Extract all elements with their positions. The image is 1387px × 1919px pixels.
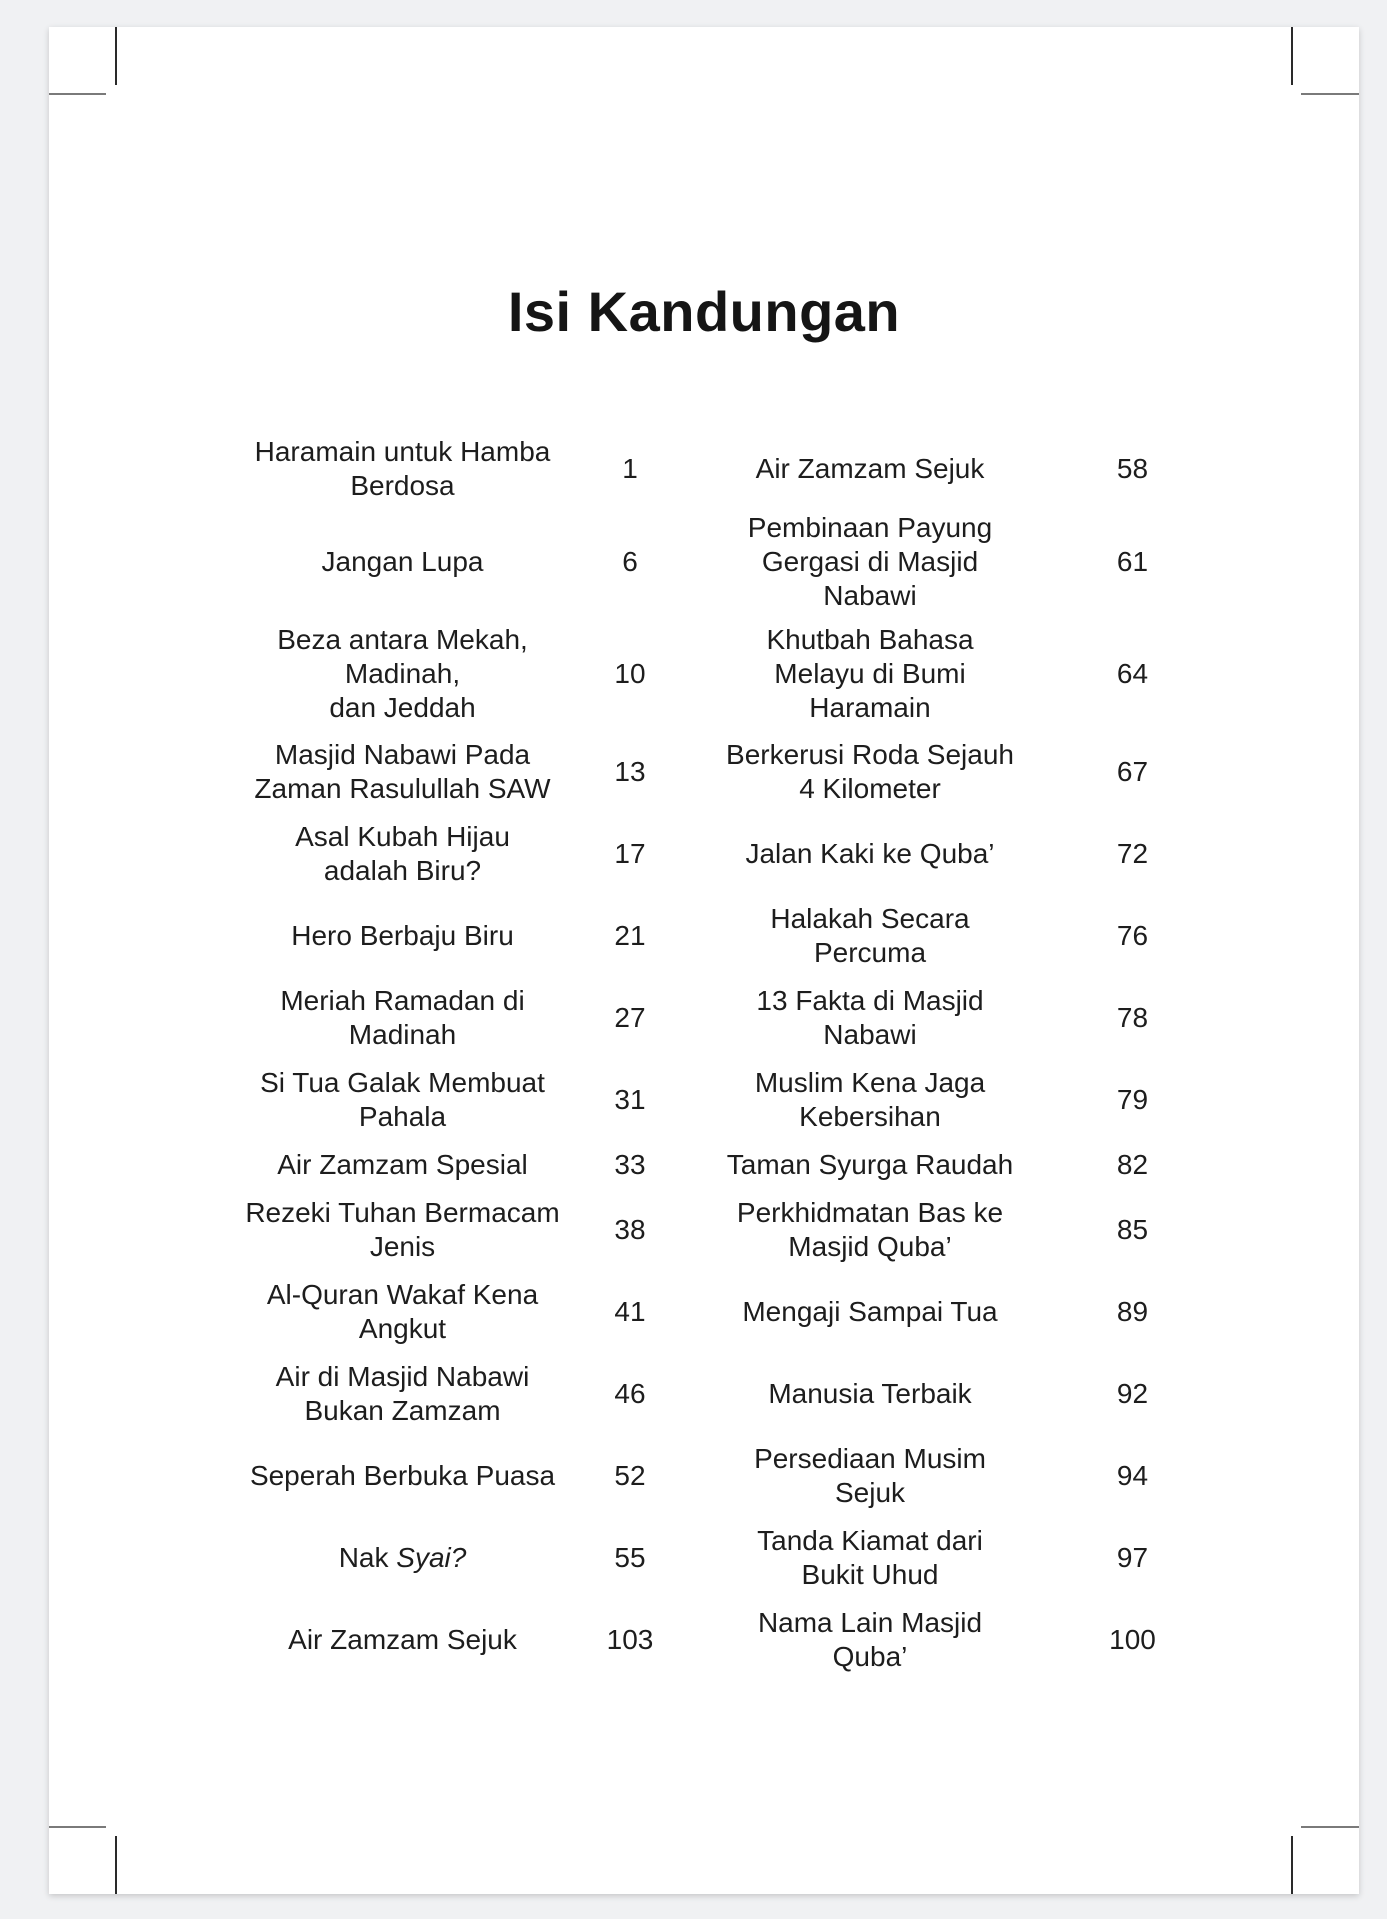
toc-entry-title-text: Air Zamzam Sejuk	[755, 453, 985, 484]
toc-entry-page-number: 38	[614, 1214, 646, 1245]
toc-entry-page-number: 13	[614, 756, 646, 787]
toc-entry-title[interactable]	[680, 1435, 1060, 1517]
crop-mark-bottom-right-horizontal	[1301, 1826, 1359, 1828]
toc-entry-title-text: Meriah Ramadan di Madinah	[280, 985, 525, 1050]
toc-body	[225, 431, 1205, 1681]
toc-entry-title-text: Si Tua Galak Membuat Pahala	[260, 1067, 545, 1132]
toc-entry-title-text: Air di Masjid Nabawi Bukan Zamzam	[275, 1361, 530, 1426]
toc-entry-title-text: Masjid Nabawi Pada Zaman Rasulullah SAW	[254, 739, 551, 804]
toc-row	[225, 617, 1205, 731]
toc-entry-title-text: Beza antara Mekah, Madinah, dan Jeddah	[277, 624, 528, 723]
toc-entry-title[interactable]	[680, 1517, 1060, 1599]
toc-row	[225, 1271, 1205, 1353]
toc-entry-title[interactable]	[225, 431, 580, 507]
toc-entry-title-text: Berkerusi Roda Sejauh 4 Kilometer	[726, 739, 1014, 804]
toc-entry-title[interactable]	[680, 1599, 1060, 1681]
toc-entry-title-text: Nak	[338, 1542, 397, 1573]
toc-entry-page-number: 6	[622, 546, 638, 577]
toc-entry-page-number: 17	[614, 838, 646, 869]
toc-entry-page-number: 61	[1116, 546, 1149, 577]
toc-entry-title[interactable]	[680, 1353, 1060, 1435]
toc-entry-title-text: Al-Quran Wakaf Kena Angkut	[266, 1279, 539, 1344]
toc-entry-title[interactable]	[680, 813, 1060, 895]
toc-entry-title-text: Khutbah Bahasa Melayu di Bumi Haramain	[766, 624, 974, 723]
toc-entry-title[interactable]	[225, 1141, 580, 1189]
toc-entry-page-number: 33	[614, 1149, 646, 1180]
toc-row	[225, 1435, 1205, 1517]
toc-entry-page-number: 79	[1116, 1084, 1149, 1115]
toc-row	[225, 431, 1205, 507]
toc-row	[225, 977, 1205, 1059]
toc-entry-title[interactable]	[680, 617, 1060, 731]
toc-entry-title[interactable]	[680, 1189, 1060, 1271]
toc-entry-page-number: 103	[606, 1624, 654, 1655]
toc-row	[225, 1517, 1205, 1599]
toc-entry-title-text: Air Zamzam Sejuk	[288, 1624, 517, 1655]
toc-entry-page-number: 10	[614, 658, 646, 689]
toc-entry-page-number: 76	[1116, 920, 1149, 951]
toc-entry-title[interactable]	[680, 507, 1060, 617]
toc-entry-title-text: Muslim Kena Jaga Kebersihan	[754, 1067, 986, 1132]
toc-entry-title-text: Persediaan Musim Sejuk	[754, 1443, 986, 1508]
toc-entry-title-text: Taman Syurga Raudah	[726, 1149, 1014, 1180]
toc-entry-page-number: 85	[1116, 1214, 1149, 1245]
toc-entry-title-text: Hero Berbaju Biru	[291, 920, 514, 951]
toc-entry-title[interactable]	[225, 813, 580, 895]
toc-entry-page-number: 100	[1109, 1624, 1156, 1655]
toc-entry-page-number: 78	[1116, 1002, 1149, 1033]
crop-mark-bottom-left-horizontal	[49, 1826, 106, 1828]
toc-entry-title-text: Nama Lain Masjid Quba’	[757, 1607, 983, 1672]
toc-entry-title-text: Jangan Lupa	[321, 546, 484, 577]
toc-entry-title[interactable]	[225, 977, 580, 1059]
toc-entry-page-number: 1	[622, 453, 638, 484]
toc-row	[225, 1189, 1205, 1271]
toc-entry-title-italic: Syai?	[396, 1542, 467, 1573]
toc-entry-page-number: 58	[1116, 453, 1149, 484]
toc-entry-page-number: 94	[1116, 1460, 1149, 1491]
toc-entry-page-number: 55	[614, 1542, 646, 1573]
page-title: Isi Kandungan	[507, 280, 901, 343]
toc-entry-title[interactable]	[225, 1059, 580, 1141]
toc-entry-title[interactable]	[225, 895, 580, 977]
toc-entry-title[interactable]	[680, 731, 1060, 813]
toc-entry-title-text: Air Zamzam Spesial	[277, 1149, 528, 1180]
toc-row	[225, 1599, 1205, 1681]
toc-entry-page-number: 82	[1116, 1149, 1149, 1180]
toc-entry-title-text: Rezeki Tuhan Bermacam Jenis	[245, 1197, 560, 1262]
toc-row	[225, 1059, 1205, 1141]
crop-mark-top-left-vertical	[115, 27, 117, 85]
toc-entry-title[interactable]	[680, 431, 1060, 507]
toc-row	[225, 507, 1205, 617]
toc-entry-title-text: Pembinaan Payung Gergasi di Masjid Nabawi	[747, 512, 993, 611]
toc-entry-title[interactable]	[680, 1271, 1060, 1353]
toc-entry-title[interactable]	[680, 1141, 1060, 1189]
toc-entry-title-text: Manusia Terbaik	[768, 1378, 972, 1409]
toc-entry-title-text: Perkhidmatan Bas ke Masjid Quba’	[736, 1197, 1004, 1262]
toc-entry-page-number: 52	[614, 1460, 646, 1491]
toc-entry-page-number: 41	[614, 1296, 646, 1327]
toc-entry-page-number: 97	[1116, 1542, 1149, 1573]
toc-entry-title[interactable]	[225, 731, 580, 813]
toc-entry-title[interactable]	[225, 507, 580, 617]
toc-row	[225, 1353, 1205, 1435]
toc-entry-title-text: Seperah Berbuka Puasa	[249, 1460, 556, 1491]
toc-entry-title[interactable]	[225, 1271, 580, 1353]
toc-row	[225, 813, 1205, 895]
crop-mark-bottom-right-vertical	[1291, 1836, 1293, 1894]
toc-entry-title-text: Mengaji Sampai Tua	[742, 1296, 998, 1327]
toc-entry-title[interactable]	[225, 617, 580, 731]
toc-entry-page-number: 46	[614, 1378, 646, 1409]
toc-entry-title-text: Asal Kubah Hijau adalah Biru?	[295, 821, 510, 886]
toc-entry-title-text: Jalan Kaki ke Quba’	[745, 838, 995, 869]
toc-entry-title[interactable]	[680, 1059, 1060, 1141]
toc-entry-title[interactable]	[680, 977, 1060, 1059]
toc-entry-page-number: 72	[1116, 838, 1149, 869]
toc-row	[225, 895, 1205, 977]
toc-entry-title-text: Haramain untuk Hamba Berdosa	[254, 436, 551, 501]
toc-entry-title[interactable]	[225, 1353, 580, 1435]
crop-mark-top-left-horizontal	[49, 93, 106, 95]
toc-entry-title[interactable]	[225, 1435, 580, 1517]
toc-entry-title[interactable]	[225, 1189, 580, 1271]
toc-row	[225, 731, 1205, 813]
toc-entry-title-text: Halakah Secara Percuma	[770, 903, 970, 968]
toc-entry-page-number: 67	[1116, 756, 1149, 787]
toc-entry-page-number: 64	[1116, 658, 1149, 689]
toc-entry-page-number: 27	[614, 1002, 646, 1033]
toc-entry-page-number: 89	[1116, 1296, 1149, 1327]
table-of-contents	[225, 431, 1205, 1681]
toc-entry-title[interactable]	[680, 895, 1060, 977]
crop-mark-top-right-vertical	[1291, 27, 1293, 85]
toc-entry-page-number: 31	[614, 1084, 646, 1115]
crop-mark-top-right-horizontal	[1301, 93, 1359, 95]
toc-entry-title[interactable]	[225, 1517, 580, 1599]
toc-entry-page-number: 92	[1116, 1378, 1149, 1409]
toc-entry-title[interactable]	[225, 1599, 580, 1681]
toc-entry-page-number: 21	[614, 920, 646, 951]
toc-entry-title-text: 13 Fakta di Masjid Nabawi	[756, 985, 984, 1050]
toc-entry-title-text: Tanda Kiamat dari Bukit Uhud	[757, 1525, 983, 1590]
toc-row	[225, 1141, 1205, 1189]
document-page	[49, 27, 1359, 1894]
crop-mark-bottom-left-vertical	[115, 1836, 117, 1894]
